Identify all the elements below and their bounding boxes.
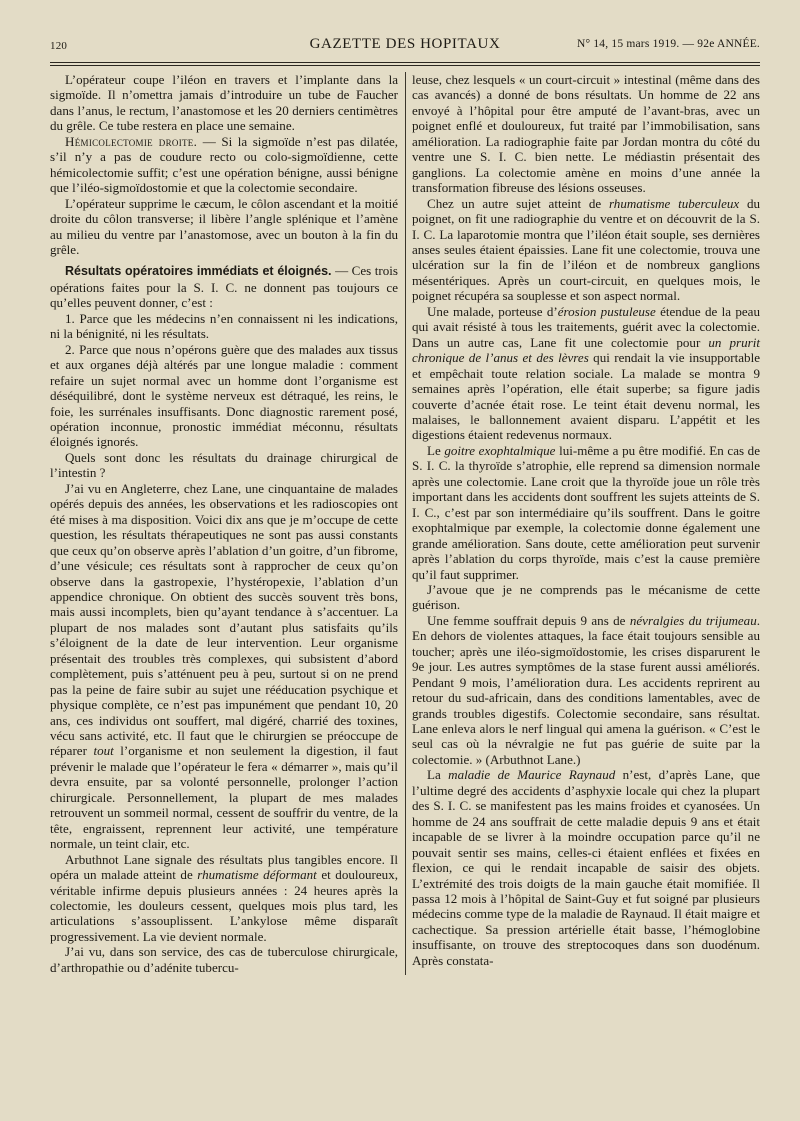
column-divider: [405, 72, 406, 975]
paragraph: Chez un autre sujet atteint de rhumatisme tuberculeux du poignet, on fit une radiographie du ventre et on découvrit de la S. I. C. La laparotomie montra que l’iléon était souple, ses dernières anses seules étaient épaissies. Lane fit une colectomie, trouva une ulcération sur la fin de l’iléon et de nombreux ganglions mésentériques. Après un court-circuit, en quelques mois, le poignet récupéra sa souplesse et son aspect normal.: [412, 195, 760, 304]
journal-title: GAZETTE DES HOPITAUX: [309, 36, 501, 52]
paragraph: 1. Parce que les médecins n’en connaissent ni les indications, ni la bénignité, ni les résultats.: [50, 310, 398, 342]
paragraph: Une malade, porteuse d’érosion pustuleuse étendue de la peau qui avait résisté à tous les traitements, guérit avec la colectomie. Dans un autre cas, Lane fit une colectomie pour un prurit chronique de l’anus et des lèvres qui rendait la vie insupportable et empêchait toute relation sociale. La malade se montra 9 semaines après l’opération, elle était superbe; sa figure jadis couverte d’acnée était rose. Le teint était devenu normal, les malaises, le ballonnement avaient disparu. L’appétit et les digestions étaient redevenus normaux.: [412, 303, 760, 443]
paragraph: leuse, chez lesquels « un court-circuit » intestinal (même dans des cas avancés) a donné de bons résultats. Un homme de 22 ans envoyé à l’hôpital pour être amputé de l’avant-bras, avec un poignet enflé et douloureux, fut traité par l’immobilisation, sans amélioration. La radiographie faite par Jordan montra du côté du ventre une S. I. C. bien nette. Le médiastin présentait des ganglions. La colectomie amène en moins d’une année la transformation fibreuse des lésions osseuses.: [412, 72, 760, 196]
section-heading: Hémicolectomie droite.: [65, 133, 198, 149]
header-rule: [50, 62, 760, 63]
page-number: 120: [50, 40, 68, 52]
article-body: [50, 72, 760, 975]
paragraph: J’avoue que je ne comprends pas le mécanisme de cette guérison.: [412, 581, 760, 613]
paragraph: L’opérateur supprime le cæcum, le côlon ascendant et la moitié droite du côlon transverse; il libère l’angle splénique et l’amène au milieu du ventre par l’anastomose, avec un bouton à la fin du grêle.: [50, 195, 398, 257]
paragraph: L’opérateur coupe l’iléon en travers et l’implante dans la sigmoïde. Il n’omettra jamais d’introduire un tube de Faucher dans l’anus, le rectum, l’anastomose et les 20 derniers centimètres du grêle. Ce tube restera en place une semaine.: [50, 72, 398, 134]
left-column: [50, 72, 398, 975]
paragraph: Hémicolectomie droite. — Si la sigmoïde n’est pas dilatée, s’il n’y a pas de coudure recto ou colo-sigmoïdienne, cette hémicolectomie suffit; c’est une opération bénigne, aussi bénigne que l’iléo-sigmoïdostomie et que la colectomie secondaire.: [50, 133, 398, 196]
issue-info: N° 14, 15 mars 1919. — 92e ANNÉE.: [576, 38, 760, 50]
paragraph: 2. Parce que nous n’opérons guère que des malades aux tissus et aux organes déjà altérés par une longue maladie : comment refaire un sujet normal avec un homme dont l’organisme est déséquilibré, dont le système nerveux est détraqué, les reins, le foie, les surrénales insuffisants. Donc diagnostic rarement posé, opération inconnue, pronostic immédiat méconnu, résultats éloignés ignorés.: [50, 341, 398, 450]
running-header: [50, 36, 760, 58]
paragraph: J’ai vu en Angleterre, chez Lane, une cinquantaine de malades opérés depuis des années, les observations et les radioscopies ont été mises à ma disposition. Voici dix ans que je m’occupe de cette question, les résultats thérapeutiques ne sont pas aussi constants que ceux qu’on observe après l’ablation d’un goitre, d’un fibrome, d’une vésicule; ces résultats sont à rapprocher de ceux qu’on observe dans la gastropexie, l’hystéropexie, l’ablation d’un appendice chronique. On obtient des succès souvent très bons, mais aussi incomplets, bien qu’ayant tendance à s’accentuer. La plupart de nos malades sont d’autant plus satisfaits qu’ils s’éloignent de la date de leur intervention. Leur organisme présentait des troubles très complexes, qui subsistent d’abord complètement, puis s’atténuent peu à peu, surtout si on ne prend pas la peine de faire subir au sujet une rééducation psychique et physique complète, ce n’est pas impunément que pendant 10, 20 ans, ces individus ont souffert, mal digéré, charrié des toxines, vécu sans activité, etc. Il faut que le chirurgien se préoccupe de réparer tout l’organisme et non seulement la digestion, il faut prévenir le malade que l’opérateur le fera « démarrer », mais qu’il devra ensuite, par sa volonté personnelle, prolonger l’action chirurgicale. Personnellement, la plupart de mes malades retrouvent un sommeil normal, cessent de souffrir du ventre, de la tête, engraissent, reprennent leur activité, une température normale, un teint clair, etc.: [50, 480, 398, 852]
paragraph: Une femme souffrait depuis 9 ans de névralgies du trijumeau. En dehors de violentes attaques, la face était toujours sensible au toucher; après une iléo-sigmoïdostomie, les crises disparurent le 9e jour. Les autres symptômes de la stase furent aussi améliorés. Pendant 9 mois, l’amélioration dura. Les accidents reprirent au retour du sud-africain, dans des conditions lamentables, avec de grands troubles digestifs. Colectomie secondaire, sans résultat. Lane enleva alors le nerf lingual qui amena la guérison. « C’est le seul cas où la névralgie ne fut pas guérie de suite par la colectomie. » (Arbuthnot Lane.): [412, 612, 760, 767]
paragraph: Arbuthnot Lane signale des résultats plus tangibles encore. Il opéra un malade atteint de rhumatisme déformant et douloureux, véritable infirme depuis plusieurs années : 24 heures après la colectomie, les douleurs cessent, quelques mois plus tard, les articulations s’assouplissent. L’ankylose même disparaît progressivement. La vie devient normale.: [50, 851, 398, 944]
paragraph: La maladie de Maurice Raynaud n’est, d’après Lane, que l’ultime degré des accidents d’asphyxie locale qui chez la plupart des S. I. C. se manifestent pas les mains froides et cyanosées. Un homme de 24 ans souffrait de cette maladie depuis 9 ans et était incapable de se livrer à la moindre occupation parce qu’il ne pouvait sentir ses mains, celles-ci étaient enflées et fixées en flexion, ce qui le rendait incapable de saisir des objets. L’extrémité des trois doigts de la main gauche était momifiée. Il passa 12 mois à l’hôpital de Saint-Guy et fut soigné par plusieurs médecins comme type de la maladie de Raynaud. Il était maigre et cachectique. Sa pression artérielle était basse, l’hémoglobine insuffisante, on trouve des streptocoques dans son duodénum. Après constata-: [412, 767, 760, 968]
paragraph: J’ai vu, dans son service, des cas de tuberculose chirurgicale, d’arthropathie ou d’adénite tubercu-: [50, 944, 398, 975]
paragraph: Résultats opératoires immédiats et éloignés. — Ces trois opérations faites pour la S. I. C. ne donnent pas toujours ce qu’elles peuvent donner, c’est :: [50, 263, 398, 311]
section-heading: Résultats opératoires immédiats et éloignés.: [65, 264, 332, 279]
header-rule-thin: [50, 65, 760, 66]
paragraph: Quels sont donc les résultats du drainage chirurgical de l’intestin ?: [50, 449, 398, 481]
right-column: [412, 72, 760, 975]
paragraph: Le goitre exophtalmique lui-même a pu être modifié. En cas de S. I. C. la thyroïde s’atrophie, elle reprend sa dimension normale après une colectomie. Lane croit que la thyroïde joue un rôle très important dans les accidents dont souffrent les sujets atteints de S. I. C., c’est par son intermédiaire qu’ils souffrent. Dans le goitre exophtalmique par exemple, la colectomie donne également une grande amélioration. Sans doute, cette amélioration peut survenir après l’ablation du corps thyroïde, mais c’est la cause première qu’il faut supprimer.: [412, 442, 760, 582]
